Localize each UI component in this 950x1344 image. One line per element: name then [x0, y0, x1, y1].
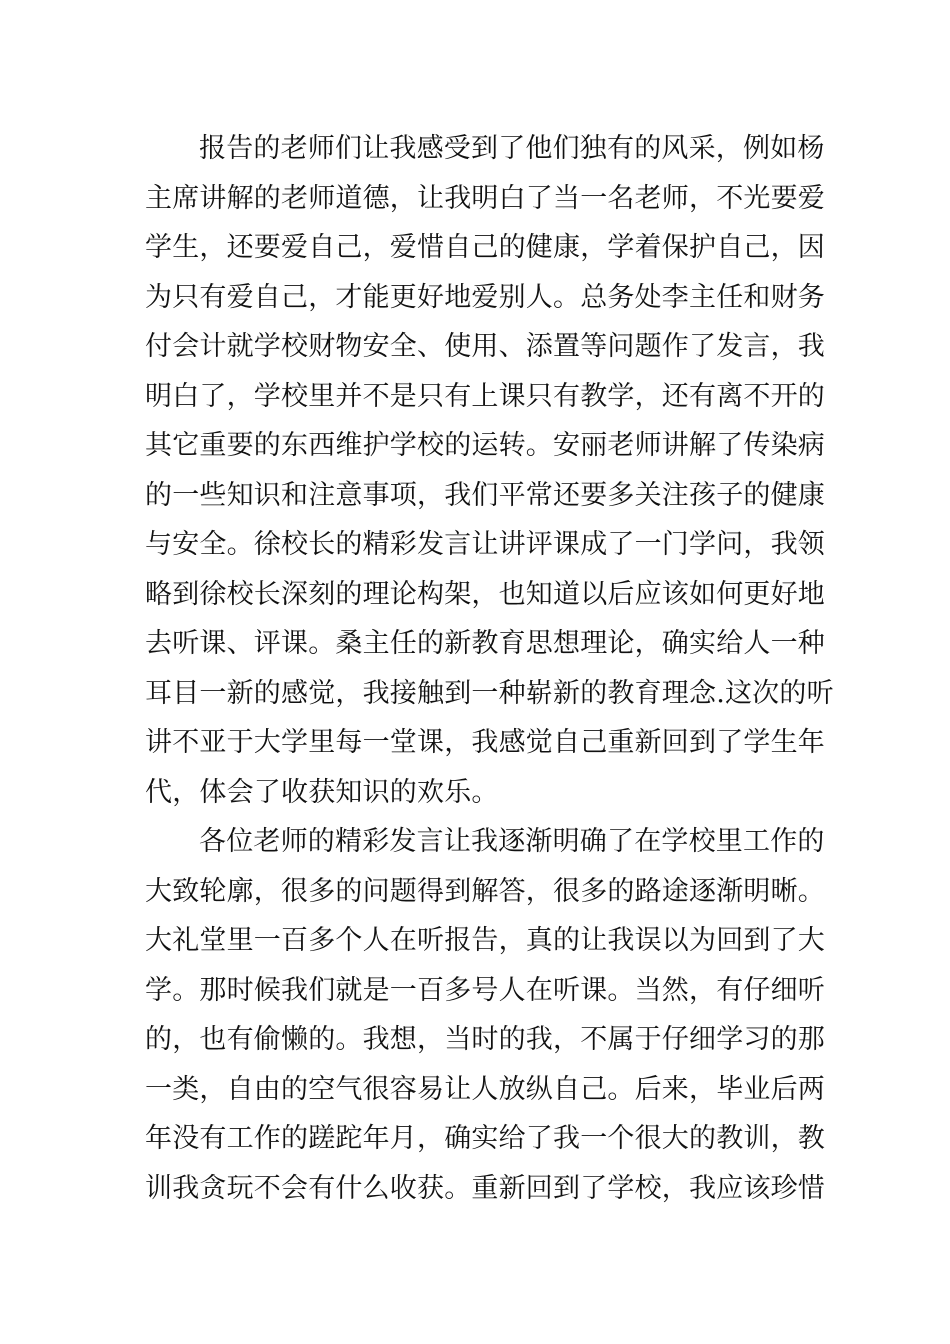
- text-line: 耳目一新的感觉，我接触到一种崭新的教育理念.这次的听: [145, 677, 834, 709]
- text-line: 年没有工作的蹉跎年月，确实给了我一个很大的教训，教: [145, 1123, 825, 1154]
- text-line: 讲不亚于大学里每一堂课，我感觉自己重新回到了学生年: [145, 727, 825, 758]
- text-line: 的，也有偷懒的。我想，当时的我，不属于仔细学习的那: [145, 1024, 825, 1055]
- text-line: 代，体会了收获知识的欢乐。: [145, 776, 499, 808]
- text-line: 大礼堂里一百多个人在听报告，真的让我误以为回到了大: [145, 925, 825, 956]
- text-line: 一类，自由的空气很容易让人放纵自己。后来，毕业后两: [145, 1073, 825, 1105]
- paragraph-1: [145, 124, 834, 817]
- text-line: 付会计就学校财物安全、使用、添置等问题作了发言，我: [145, 331, 825, 362]
- text-line: 主席讲解的老师道德，让我明白了当一名老师，不光要爱: [145, 182, 825, 214]
- text-line: 为只有爱自己，才能更好地爱别人。总务处李主任和财务: [145, 281, 825, 313]
- text-line: 其它重要的东西维护学校的运转。安丽老师讲解了传染病: [145, 430, 825, 461]
- text-line: 明白了，学校里并不是只有上课只有教学，还有离不开的: [145, 380, 825, 412]
- document-body: [145, 124, 834, 1213]
- text-line: 大致轮廓，很多的问题得到解答，很多的路途逐渐明晰。: [145, 875, 825, 907]
- text-line: 去听课、评课。桑主任的新教育思想理论，确实给人一种: [145, 628, 825, 659]
- text-line: 报告的老师们让我感受到了他们独有的风采，例如杨: [199, 133, 825, 164]
- text-line: 各位老师的精彩发言让我逐渐明确了在学校里工作的: [199, 826, 825, 857]
- text-line: 学。那时候我们就是一百多号人在听课。当然，有仔细听: [145, 974, 825, 1006]
- text-line: 的一些知识和注意事项，我们平常还要多关注孩子的健康: [145, 479, 825, 511]
- text-line: 略到徐校长深刻的理论构架，也知道以后应该如何更好地: [145, 578, 825, 610]
- text-line: 与安全。徐校长的精彩发言让讲评课成了一门学问，我领: [145, 529, 825, 560]
- text-line: 学生，还要爱自己，爱惜自己的健康，学着保护自己，因: [145, 232, 825, 263]
- text-line: 训我贪玩不会有什么收获。重新回到了学校，我应该珍惜: [145, 1172, 825, 1204]
- paragraph-2: [145, 817, 825, 1213]
